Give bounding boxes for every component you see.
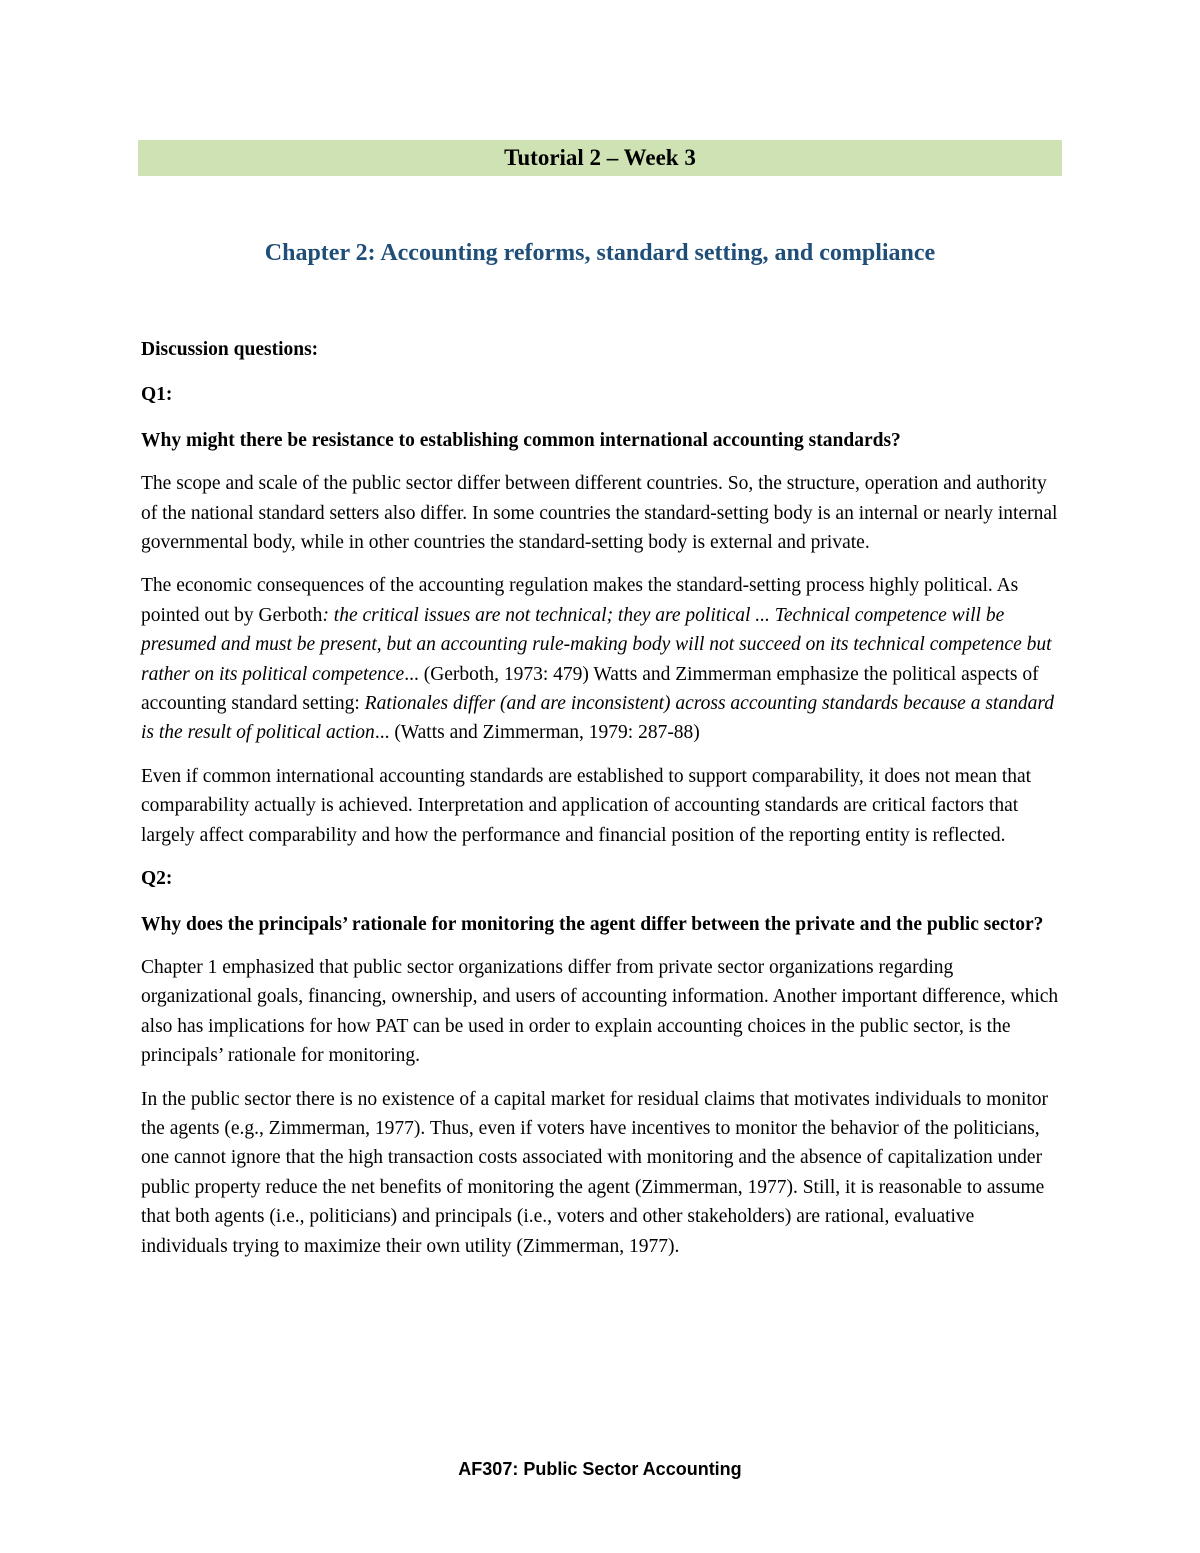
page-footer: AF307: Public Sector Accounting — [458, 1459, 742, 1479]
q1-p2-quote-watts: Rationales differ (and are inconsistent) across accounting standards because a standard is the result of political action — [141, 693, 1054, 744]
chapter-title: Chapter 2: Accounting reforms, standard setting, and compliance — [264, 240, 936, 266]
q2-paragraph-2: In the public sector there is no existence of a capital market for residual claims that motivates individuals to monitor the agents (e.g., Zimmerman, 1977). Thus, even if voters have incentives to monitor the behavior of the politicians, one cannot ignore that the high transaction costs associated with monitoring and the absence of capitalization under public property reduce the net benefits of monitoring the agent (Zimmerman, 1977). Still, it is reasonable to assume that both agents (i.e., politicians) and principals (i.e., voters and other stakeholders) are rational, evaluative individuals trying to maximize their own utility (Zimmerman, 1977). — [141, 1088, 1049, 1257]
q1-label: Q1: — [141, 384, 173, 406]
q1-paragraph-2 — [141, 571, 1063, 747]
q1-paragraph-1: The scope and scale of the public sector differ between different countries. So, the structure, operation and authority of the national standard setters also differ. In some countries the standard-setting body is an internal or nearly internal governmental body, while in other countries the standard-setting body is external and private. — [141, 473, 1058, 554]
q1-question: Why might there be resistance to establishing common international accounting standards? — [141, 429, 901, 451]
q2-paragraph-1: Chapter 1 emphasized that public sector organizations differ from private sector organizations regarding organizational goals, financing, ownership, and users of accounting information. Another important difference, which also has implications for how PAT can be used in order to explain accounting choices in the public sector, is the principals’ rationale for monitoring. — [141, 956, 1059, 1067]
q1-paragraph-3: Even if common international accounting standards are established to support comparability, it does not mean that comparability actually is achieved. Interpretation and application of accounting standards are critical factors that largely affect comparability and how the performance and financial position of the reporting entity is reflected. — [141, 765, 1032, 846]
discussion-heading: Discussion questions: — [141, 339, 319, 360]
q1-p2-text-a: The economic consequences of the accounting regulation makes the standard-setting process highly political. As pointed out by Gerboth — [141, 575, 1019, 626]
q2-question: Why does the principals’ rationale for monitoring the agent differ between the private and the public sector? — [141, 913, 1044, 935]
q1-p2-text-c: ... (Gerboth, 1973: 479) Watts and Zimmerman emphasize the political aspects of accounting standard setting: — [141, 663, 1039, 715]
q2-label: Q2: — [141, 868, 173, 890]
tutorial-title-bar — [138, 140, 1062, 176]
q1-p2-quote-gerboth: : the critical issues are not technical; they are political ... Technical competence will be presumed and must be present, but an accounting rule-making body will not succeed on its technical competence but rather on its political competence — [141, 604, 1052, 685]
q1-p2-text-e: ... (Watts and Zimmerman, 1979: 287-88) — [374, 722, 700, 744]
tutorial-title: Tutorial 2 – Week 3 — [504, 145, 696, 170]
document-body — [141, 335, 1063, 1275]
